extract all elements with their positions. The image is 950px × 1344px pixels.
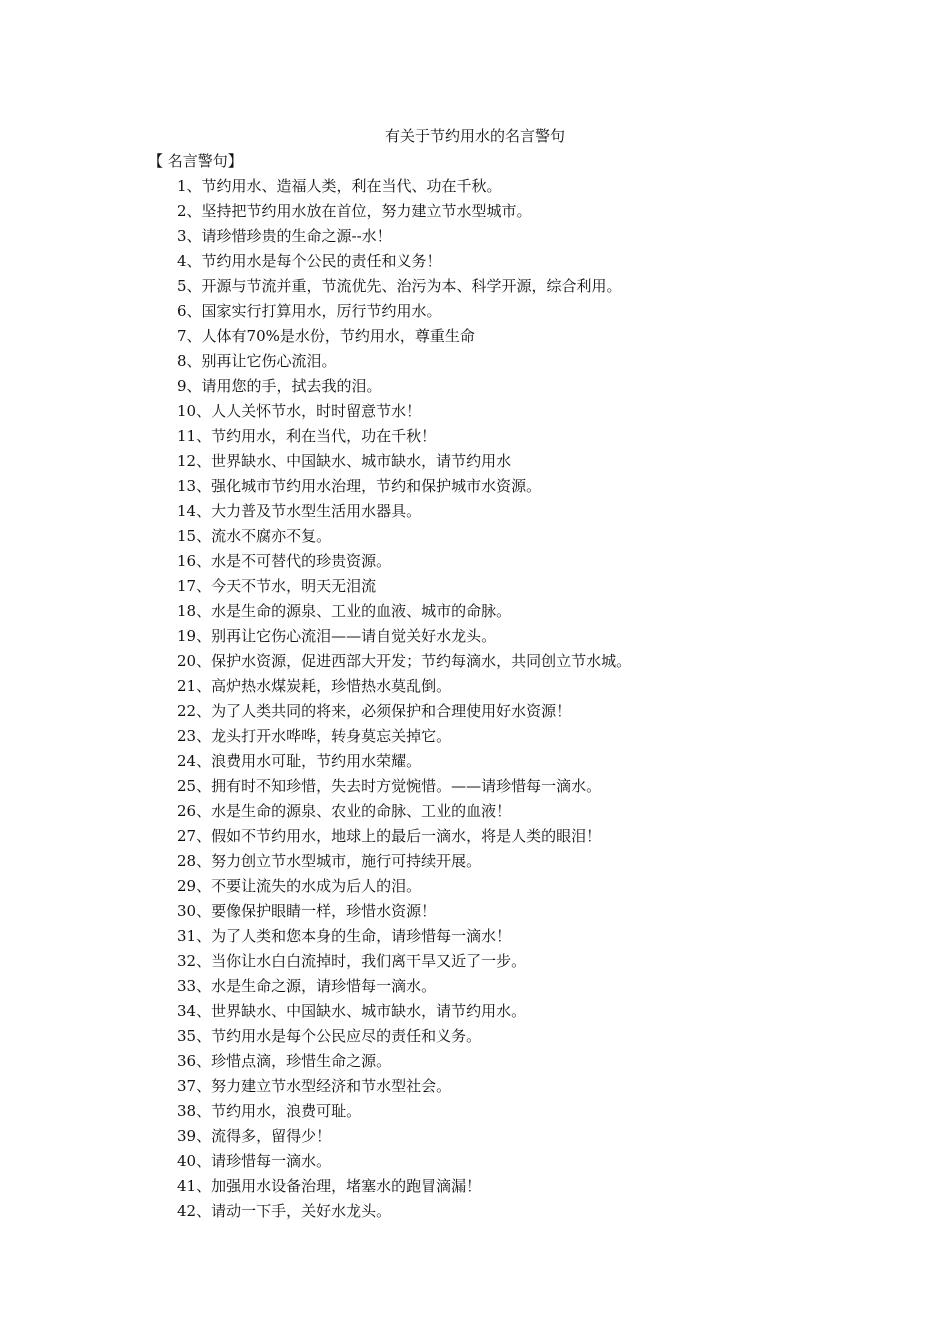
- list-item: 23、龙头打开水哗哗，转身莫忘关掉它。: [177, 727, 452, 745]
- list-item: 27、假如不节约用水，地球上的最后一滴水，将是人类的眼泪！: [177, 827, 602, 845]
- list-item: 18、水是生命的源泉、工业的血液、城市的命脉。: [177, 602, 512, 620]
- list-item: 21、高炉热水煤炭耗，珍惜热水莫乱倒。: [177, 677, 452, 695]
- list-item: 42、请动一下手，关好水龙头。: [177, 1202, 392, 1220]
- list-item: 31、为了人类和您本身的生命，请珍惜每一滴水！: [177, 927, 512, 945]
- list-item: 5、开源与节流并重，节流优先、治污为本、科学开源，综合利用。: [177, 277, 622, 295]
- list-item: 30、要像保护眼睛一样，珍惜水资源！: [177, 902, 437, 920]
- list-item: 3、请珍惜珍贵的生命之源--水！: [177, 227, 392, 245]
- list-item: 40、请珍惜每一滴水。: [177, 1152, 332, 1170]
- list-item: 6、国家实行打算用水，厉行节约用水。: [177, 302, 442, 320]
- list-item: 13、强化城市节约用水治理，节约和保护城市水资源。: [177, 477, 542, 495]
- list-item: 19、别再让它伤心流泪——请自觉关好水龙头。: [177, 627, 497, 645]
- list-item: 15、流水不腐亦不复。: [177, 527, 332, 545]
- list-item: 38、节约用水，浪费可耻。: [177, 1102, 362, 1120]
- list-item: 11、节约用水，利在当代，功在千秋！: [177, 427, 437, 445]
- list-item: 4、节约用水是每个公民的责任和义务！: [177, 252, 442, 270]
- list-item: 28、努力创立节水型城市，施行可持续开展。: [177, 852, 482, 870]
- document-title: 有关于节约用水的名言警句: [384, 127, 565, 145]
- list-item: 8、别再让它伤心流泪。: [177, 352, 337, 370]
- section-heading: 【 名言警句】: [148, 152, 243, 170]
- list-item: 20、保护水资源，促进西部大开发；节约每滴水，共同创立节水城。: [177, 652, 632, 670]
- list-item: 1、节约用水、造福人类，利在当代、功在千秋。: [177, 177, 502, 195]
- list-item: 41、加强用水设备治理，堵塞水的跑冒滴漏！: [177, 1177, 482, 1195]
- list-item: 17、今天不节水，明天无泪流: [177, 577, 377, 595]
- list-item: 36、珍惜点滴，珍惜生命之源。: [177, 1052, 392, 1070]
- list-item: 14、大力普及节水型生活用水器具。: [177, 502, 422, 520]
- quote-list: [177, 176, 631, 1226]
- list-item: 22、为了人类共同的将来，必须保护和合理使用好水资源！: [177, 702, 572, 720]
- list-item: 25、拥有时不知珍惜，失去时方觉惋惜。——请珍惜每一滴水。: [177, 777, 602, 795]
- list-item: 32、当你让水白白流掉时，我们离干旱又近了一步。: [177, 952, 527, 970]
- list-item: 24、浪费用水可耻，节约用水荣耀。: [177, 752, 422, 770]
- list-item: 10、人人关怀节水，时时留意节水！: [177, 402, 422, 420]
- list-item: 37、努力建立节水型经济和节水型社会。: [177, 1077, 452, 1095]
- list-item: 29、不要让流失的水成为后人的泪。: [177, 877, 422, 895]
- list-item: 7、人体有70%是水份，节约用水，尊重生命: [177, 327, 475, 345]
- list-item: 16、水是不可替代的珍贵资源。: [177, 552, 392, 570]
- list-item: 35、节约用水是每个公民应尽的责任和义务。: [177, 1027, 482, 1045]
- list-item: 26、水是生命的源泉、农业的命脉、工业的血液！: [177, 802, 512, 820]
- list-item: 9、请用您的手，拭去我的泪。: [177, 377, 382, 395]
- list-item: 34、世界缺水、中国缺水、城市缺水，请节约用水。: [177, 1002, 527, 1020]
- list-item: 39、流得多，留得少！: [177, 1127, 332, 1145]
- list-item: 2、坚持把节约用水放在首位，努力建立节水型城市。: [177, 202, 532, 220]
- list-item: 33、水是生命之源，请珍惜每一滴水。: [177, 977, 437, 995]
- list-item: 12、世界缺水、中国缺水、城市缺水，请节约用水: [177, 452, 512, 470]
